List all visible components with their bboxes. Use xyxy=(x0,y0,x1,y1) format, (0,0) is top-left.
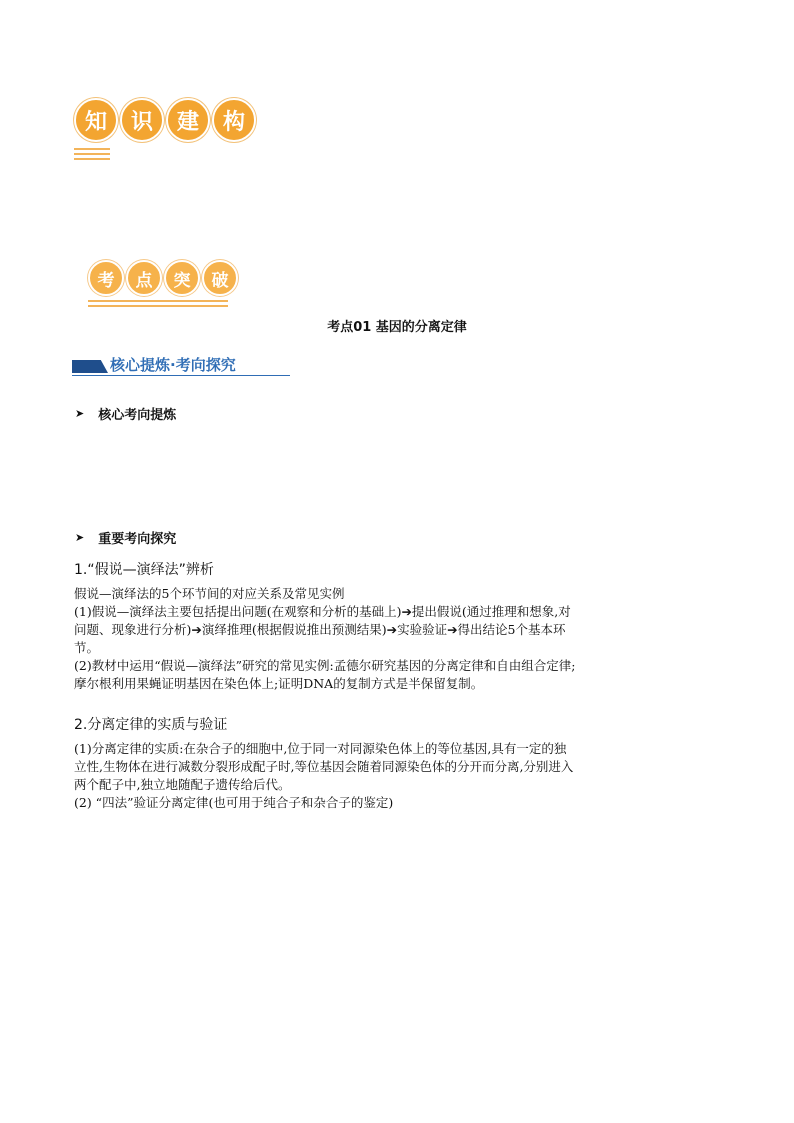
s2-p2-line: (2) “四法”验证分离定律(也可用于纯合子和杂合子的鉴定) xyxy=(74,795,394,810)
s1-p1-line: (1)假说—演绎法主要包括提出问题(在观察和分析的基础上)➔提出假说(通过推理和想象,对 xyxy=(74,604,571,619)
s2-p1-line: 两个配子中,独立地随配子遗传给后代。 xyxy=(74,777,291,792)
bullet-important-label: 重要考向探究 xyxy=(98,532,177,547)
badge-char: 建 xyxy=(166,98,210,142)
badge-char: 知 xyxy=(74,98,118,142)
s1-p1-line: 问题、现象进行分析)➔演绎推理(根据假说推出预测结果)➔实验验证➔得出结论5个基本环 xyxy=(74,622,566,637)
s1-p2-line: (2)教材中运用“假说—演绎法”研究的常见实例:孟德尔研究基因的分离定律和自由组合定律; xyxy=(74,658,576,673)
section-bar xyxy=(72,357,290,376)
s1-p2-line: 摩尔根利用果蝇证明基因在染色体上;证明DNA的复制方式是半保留复制。 xyxy=(74,676,484,691)
arrowhead-icon: ➤ xyxy=(75,531,85,544)
point-title: 考点01 基因的分离定律 xyxy=(327,320,467,335)
s1-body xyxy=(74,585,724,693)
banner-stripes xyxy=(74,148,110,160)
s2-p1-line: 立性,生物体在进行减数分裂形成配子时,等位基因会随着同源染色体的分开而分离,分别进入 xyxy=(74,759,574,774)
s2-p1-line: (1)分离定律的实质:在杂合子的细胞中,位于同一对同源染色体上的等位基因,具有一定的独 xyxy=(74,741,567,756)
section-bar-underline xyxy=(72,375,290,376)
badge-char: 识 xyxy=(120,98,164,142)
badge-char: 点 xyxy=(126,260,162,296)
bullet-core xyxy=(75,404,176,423)
arrowhead-icon: ➤ xyxy=(75,407,85,420)
badge-char: 破 xyxy=(202,260,238,296)
section-bar-shape xyxy=(72,360,108,373)
knowledge-structure-banner xyxy=(74,98,256,160)
s2-body xyxy=(74,740,724,812)
badge-char: 构 xyxy=(212,98,256,142)
key-points-banner xyxy=(88,260,238,307)
s1-p1-line: 节。 xyxy=(74,640,100,655)
badge-char: 考 xyxy=(88,260,124,296)
bullet-core-label: 核心考向提炼 xyxy=(98,408,177,423)
banner-stripes xyxy=(88,300,228,307)
badge-char: 突 xyxy=(164,260,200,296)
section-bar-title: 核心提炼·考向探究 xyxy=(110,356,236,374)
bullet-important xyxy=(75,528,176,547)
s2-heading: 2.分离定律的实质与验证 xyxy=(74,717,228,733)
s1-intro: 假说—演绎法的5个环节间的对应关系及常见实例 xyxy=(74,586,345,601)
s1-heading: 1.“假说—演绎法”辨析 xyxy=(74,562,214,578)
